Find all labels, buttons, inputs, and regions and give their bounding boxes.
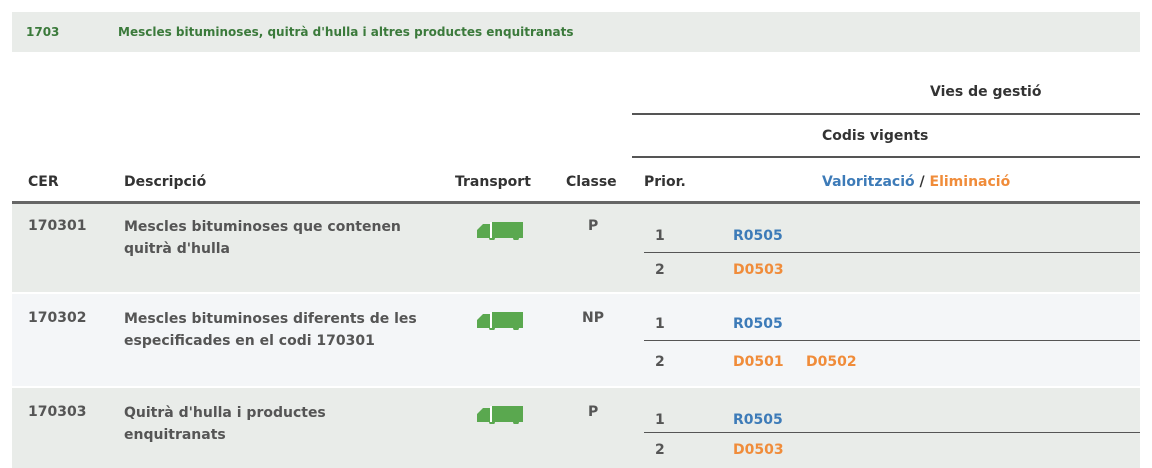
- route-prior: 1: [655, 412, 665, 428]
- waste-description: Mescles bituminoses que contenen quitrà d'hulla: [124, 219, 401, 257]
- table-row: [12, 388, 1140, 468]
- truck-icon: [475, 310, 523, 330]
- col-header-classe: Classe: [566, 174, 617, 190]
- col-header-cer: CER: [28, 174, 59, 190]
- route-prior: 1: [655, 228, 665, 244]
- cer-code: 170303: [28, 404, 87, 420]
- waste-description: Mescles bituminoses diferents de les especificades en el codi 170301: [124, 311, 417, 349]
- route-code[interactable]: R0505: [733, 316, 783, 332]
- route-code[interactable]: R0505: [733, 412, 783, 428]
- route-code[interactable]: R0505: [733, 228, 783, 244]
- legend-eliminacio: Eliminació: [929, 174, 1011, 190]
- legend-valoritzacio: Valorització: [822, 174, 915, 190]
- route-divider: [644, 252, 1140, 253]
- col-header-routes: [822, 174, 1010, 190]
- col-header-transport: Transport: [455, 174, 531, 190]
- sub-header-codis: Codis vigents: [822, 128, 929, 144]
- truck-icon: [475, 404, 523, 424]
- route-divider: [644, 340, 1140, 341]
- header-rule-1: [632, 113, 1140, 115]
- col-header-prior: Prior.: [644, 174, 686, 190]
- table-row: [12, 204, 1140, 292]
- classe-value: P: [588, 404, 599, 420]
- route-code[interactable]: D0503: [733, 262, 784, 278]
- classe-value: NP: [582, 310, 604, 326]
- header-rule-2: [632, 156, 1140, 158]
- route-prior: 2: [655, 354, 665, 370]
- route-code[interactable]: D0502: [806, 354, 857, 370]
- cer-code: 170302: [28, 310, 87, 326]
- classe-value: P: [588, 218, 599, 234]
- category-name: Mescles bituminoses, quitrà d'hulla i altres productes enquitranats: [118, 25, 574, 39]
- route-divider: [644, 432, 1140, 433]
- col-header-description: Descripció: [124, 174, 207, 190]
- category-code: 1703: [26, 25, 60, 39]
- table-row: [12, 294, 1140, 386]
- route-prior: 2: [655, 442, 665, 458]
- legend-slash: /: [919, 174, 925, 190]
- route-code[interactable]: D0501: [733, 354, 784, 370]
- route-prior: 1: [655, 316, 665, 332]
- route-code[interactable]: D0503: [733, 442, 784, 458]
- group-header-vies: Vies de gestió: [930, 84, 1042, 100]
- cer-code: 170301: [28, 218, 87, 234]
- waste-description: Quitrà d'hulla i productes enquitranats: [124, 405, 326, 443]
- route-prior: 2: [655, 262, 665, 278]
- truck-icon: [475, 220, 523, 240]
- category-bar: [12, 12, 1140, 52]
